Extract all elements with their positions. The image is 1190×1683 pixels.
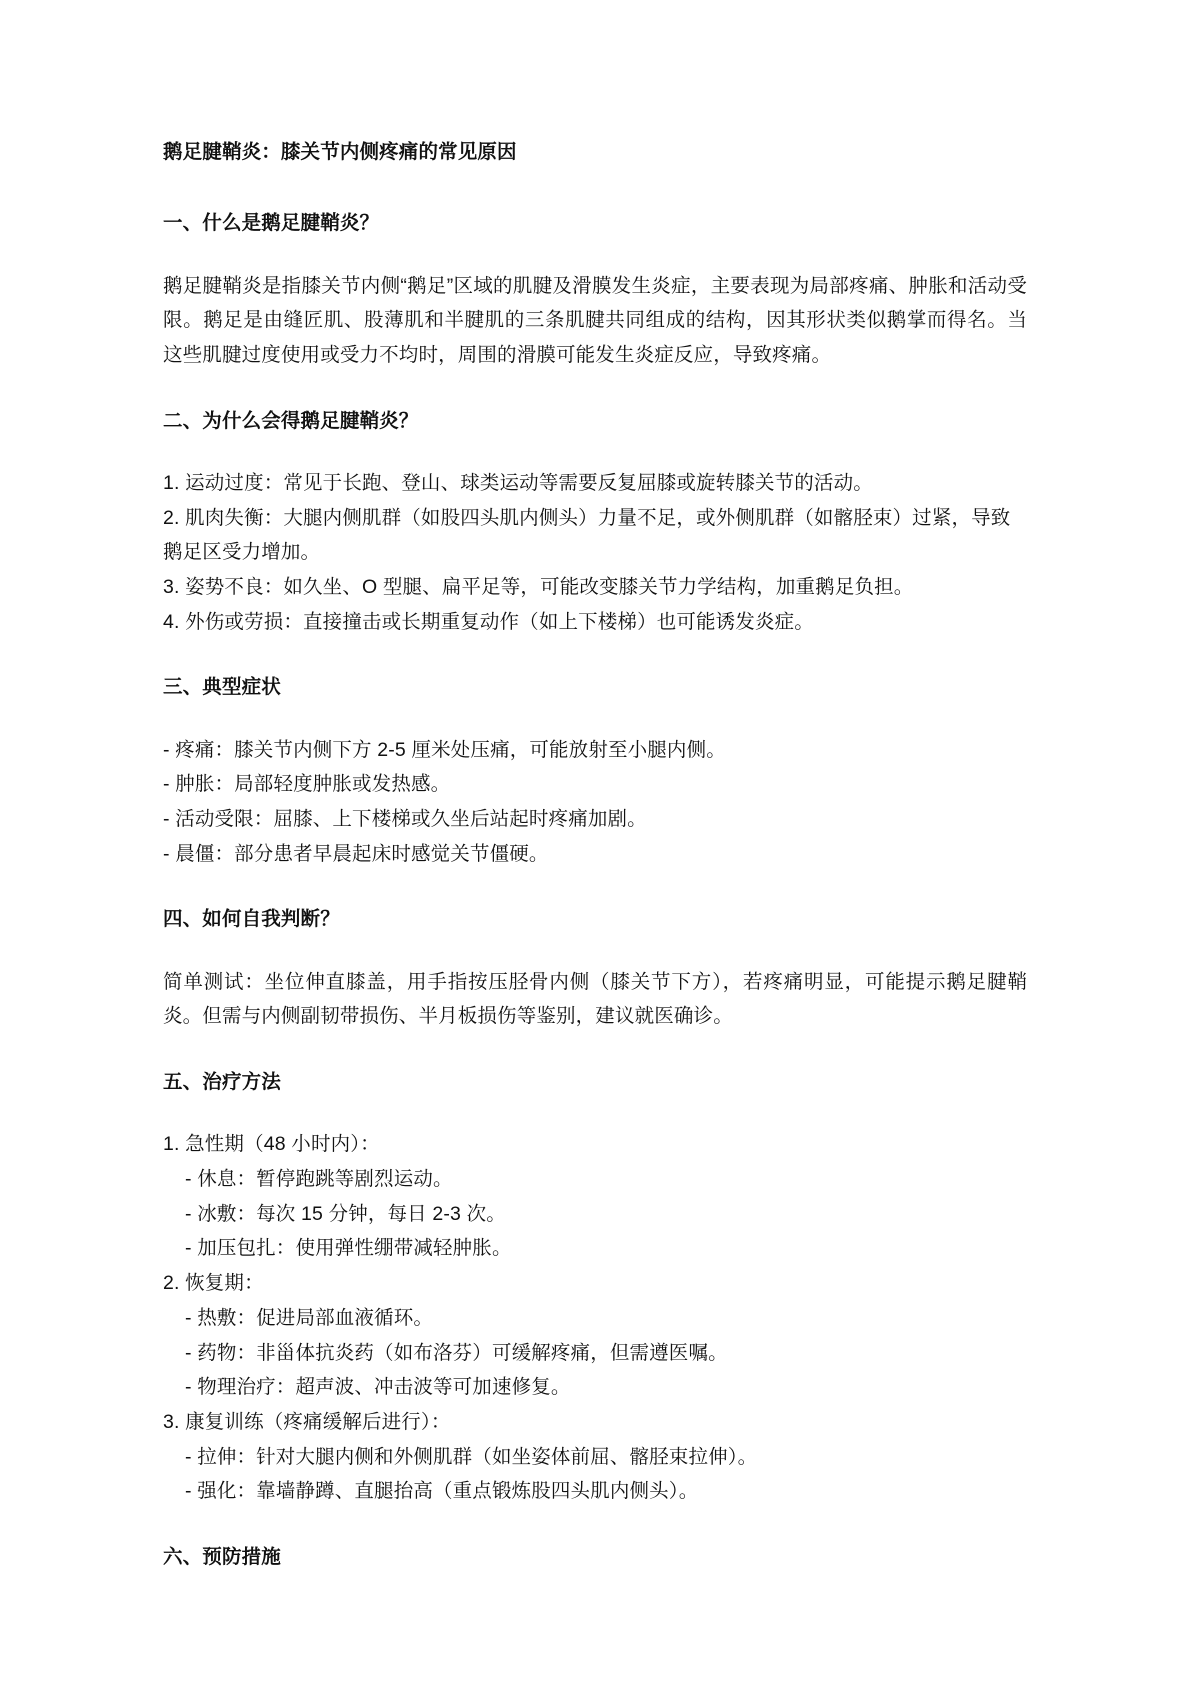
list-sub-item: - 冰敷：每次 15 分钟，每日 2-3 次。 [185,1202,506,1225]
section-list-5 [163,1127,1027,1509]
section-paragraph-4: 简单测试：坐位伸直膝盖，用手指按压胫骨内侧（膝关节下方），若疼痛明显，可能提示鹅足腱鞘炎。但需与内侧副韧带损伤、半月板损伤等鉴别，建议就医确诊。 [163,970,1027,1028]
section-heading-1: 一、什么是鹅足腱鞘炎？ [163,212,380,235]
section-list-2 [163,466,1027,640]
list-item: 2. 肌肉失衡：大腿内侧肌群（如股四头肌内侧头）力量不足，或外侧肌群（如髂胫束）过紧，导致鹅足区受力增加。 [163,506,1011,564]
list-item: 2. 恢复期： [163,1272,264,1295]
list-item: 1. 急性期（48 小时内）： [163,1133,380,1156]
list-sub-item: - 休息：暂停跑跳等剧烈运动。 [185,1168,453,1191]
section-heading-6: 六、预防措施 [163,1546,281,1569]
section-paragraph-1: 鹅足腱鞘炎是指膝关节内侧“鹅足”区域的肌腱及滑膜发生炎症，主要表现为局部疼痛、肿胀和活动受限。鹅足是由缝匠肌、股薄肌和半腱肌的三条肌腱共同组成的结构，因其形状类似鹅掌而得名。当这些肌腱过度使用或受力不均时，周围的滑膜可能发生炎症反应，导致疼痛。 [163,274,1027,366]
section-heading-2: 二、为什么会得鹅足腱鞘炎？ [163,409,419,432]
document-body [163,138,1027,1572]
document-title: 鹅足腱鞘炎：膝关节内侧疼痛的常见原因 [163,141,517,163]
list-item: - 活动受限：屈膝、上下楼梯或久坐后站起时疼痛加剧。 [163,808,647,831]
list-sub-item: - 药物：非甾体抗炎药（如布洛芬）可缓解疼痛，但需遵医嘱。 [185,1341,728,1364]
list-item: 3. 康复训练（疼痛缓解后进行）： [163,1410,451,1433]
list-item: 1. 运动过度：常见于长跑、登山、球类运动等需要反复屈膝或旋转膝关节的活动。 [163,471,873,494]
list-item: 3. 姿势不良：如久坐、O 型腿、扁平足等，可能改变膝关节力学结构，加重鹅足负担。 [163,575,914,598]
section-heading-4: 四、如何自我判断？ [163,908,340,931]
section-heading-5: 五、治疗方法 [163,1071,281,1094]
list-sub-item: - 强化：靠墙静蹲、直腿抬高（重点锻炼股四头肌内侧头）。 [185,1480,699,1503]
list-sub-item: - 物理治疗：超声波、冲击波等可加速修复。 [185,1376,571,1399]
list-item: 4. 外伤或劳损：直接撞击或长期重复动作（如上下楼梯）也可能诱发炎症。 [163,610,814,633]
section-heading-3: 三、典型症状 [163,676,281,699]
list-sub-item: - 拉伸：针对大腿内侧和外侧肌群（如坐姿体前屈、髂胫束拉伸）。 [185,1445,758,1468]
list-item: - 肿胀：局部轻度肿胀或发热感。 [163,773,451,796]
list-sub-item: - 加压包扎：使用弹性绷带减轻肿胀。 [185,1237,512,1260]
section-list-3 [163,733,1027,872]
list-item: - 晨僵：部分患者早晨起床时感觉关节僵硬。 [163,842,549,865]
list-item: - 疼痛：膝关节内侧下方 2-5 厘米处压痛，可能放射至小腿内侧。 [163,738,726,761]
list-sub-item: - 热敷：促进局部血液循环。 [185,1306,434,1329]
